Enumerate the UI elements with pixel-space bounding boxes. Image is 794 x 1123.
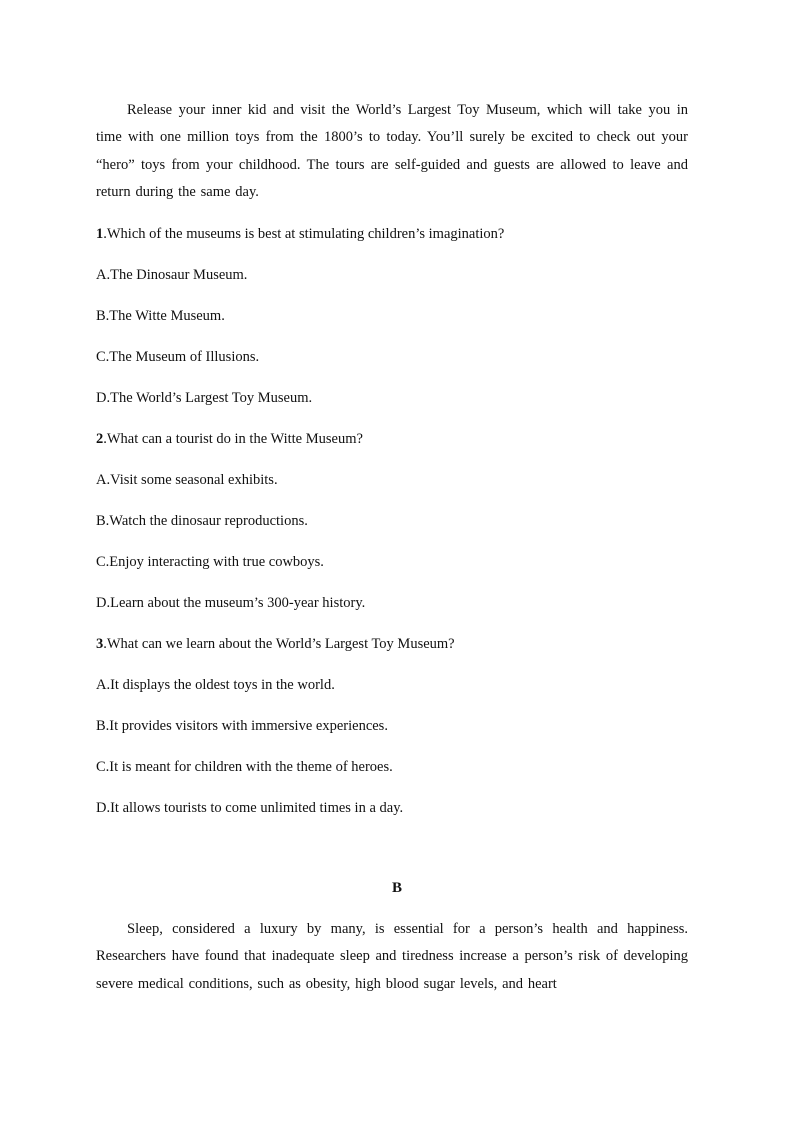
option-3a: A.It displays the oldest toys in the world. [96, 677, 335, 693]
option-1c: C.The Museum of Illusions. [96, 349, 260, 365]
option-1a: A.The Dinosaur Museum. [96, 267, 248, 283]
option-3b: B.It provides visitors with immersive experiences. [96, 718, 388, 734]
question-3 [96, 634, 455, 654]
question-2 [96, 429, 363, 449]
question-number: 1 [96, 226, 104, 242]
question-number: 2 [96, 431, 104, 447]
option-1b: B.The Witte Museum. [96, 308, 225, 324]
passage-a-paragraph: Release your inner kid and visit the World’s Largest Toy Museum, which will take you in time with one million toys from the 1800’s to today. You’ll surely be excited to check out your “hero” toys from your childhood. The tours are self-guided and guests are allowed to leave and return during the same day. [96, 102, 688, 200]
option-2c: C.Enjoy interacting with true cowboys. [96, 554, 324, 570]
option-3d: D.It allows tourists to come unlimited times in a day. [96, 800, 404, 816]
question-number: 3 [96, 636, 104, 652]
option-2d: D.Learn about the museum’s 300-year history. [96, 595, 366, 611]
option-2b: B.Watch the dinosaur reproductions. [96, 513, 308, 529]
section-b-paragraph: Sleep, considered a luxury by many, is essential for a person’s health and happiness. Researchers have found that inadequate sleep and tiredness increase a person’s risk of developing severe medical conditions, such as obesity, high blood sugar levels, and heart [96, 921, 688, 992]
option-1d: D.The World’s Largest Toy Museum. [96, 390, 313, 406]
option-3c: C.It is meant for children with the theme of heroes. [96, 759, 393, 775]
section-b-heading: B [391, 880, 402, 896]
question-stem: .What can we learn about the World’s Largest Toy Museum? [103, 636, 455, 652]
question-stem: .Which of the museums is best at stimulating children’s imagination? [103, 226, 505, 242]
option-2a: A.Visit some seasonal exhibits. [96, 472, 278, 488]
question-stem: .What can a tourist do in the Witte Museum? [103, 431, 363, 447]
question-1 [96, 224, 504, 244]
